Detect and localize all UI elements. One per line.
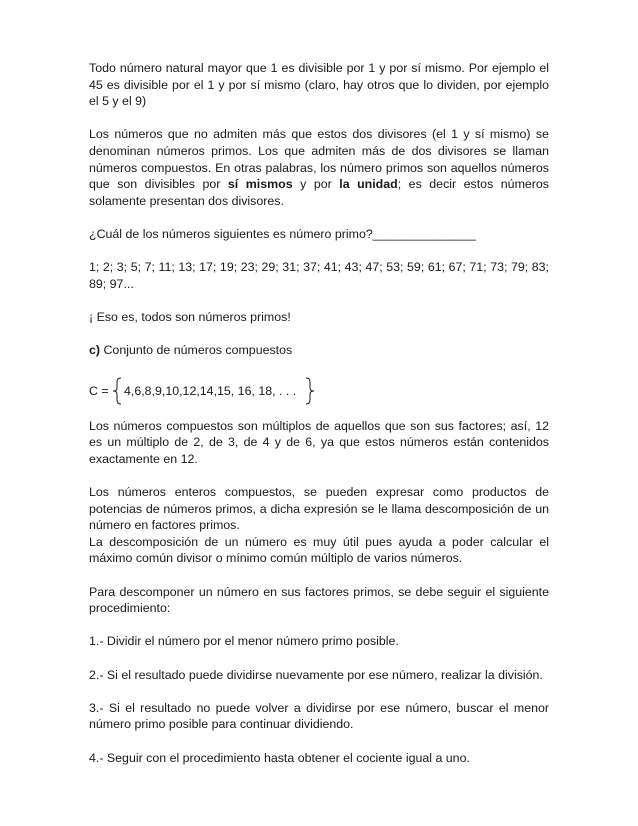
- exclamation-line: ¡ Eso es, todos son números primos!: [89, 309, 291, 324]
- definition-text-3: ; es decir estos números solamente presentan dos divisores.: [89, 177, 549, 208]
- section-label: c): [89, 343, 101, 358]
- step-1: 1.- Dividir el número por el menor número primo posible.: [89, 634, 399, 649]
- paragraph-decomposition-use: La descomposición de un número es muy útil pues ayuda a poder calcular el máximo común divisor o mínimo común múltiplo de varios números.: [89, 534, 549, 566]
- step-3: 3.- Si el resultado no puede volver a dividirse por ese número, buscar el menor número primo posible para continuar dividiendo.: [89, 700, 549, 732]
- definition-bold-2: la unidad: [339, 177, 398, 192]
- section-heading: [89, 342, 549, 359]
- primes-list: 1; 2; 3; 5; 7; 11; 13; 17; 19; 23; 29; 31; 37; 41; 43; 47; 53; 59; 61; 67; 71; 73; 79; 83; 89; 97...: [89, 260, 549, 291]
- section-title: Conjunto de números compuestos: [100, 343, 293, 358]
- paragraph-procedure-intro: Para descomponer un número en sus factores primos, se debe seguir el siguiente procedimiento:: [89, 584, 549, 616]
- set-label: C =: [89, 383, 109, 398]
- composite-set: [89, 383, 549, 400]
- paragraph-intro: Todo número natural mayor que 1 es divisible por 1 y por sí mismo. Por ejemplo el 45 es divisible por el 1 y por sí mismo (claro, hay otros que lo dividen, por ejemplo el 5 y el 9): [89, 61, 549, 109]
- definition-text-1: Los números que no admiten más que estos dos divisores (el 1 y sí mismo) se denominan números primos. Los que admiten más de dos divisores se llaman números compuestos. En otras palabras, los número primos son aquellos números que son divisibles por: [89, 127, 549, 192]
- document-page: [89, 60, 549, 783]
- paragraph-multiples: Los números compuestos son múltiplos de aquellos que son sus factores; así, 12 es un múltiplo de 2, de 3, de 4 y de 6, ya que estos números están contenidos exactamente en 12.: [89, 418, 549, 466]
- open-brace-icon: [111, 377, 123, 405]
- close-brace-icon: [304, 377, 316, 405]
- paragraph-primes-definition: [89, 126, 549, 209]
- step-4: 4.- Seguir con el procedimiento hasta obtener el cociente igual a uno.: [89, 750, 470, 765]
- definition-bold-1: sí mismos: [227, 177, 293, 192]
- definition-text-2: y por: [292, 177, 340, 192]
- paragraph-composites: Los números enteros compuestos, se pueden expresar como productos de potencias de números primos, a dicha expresión se le llama descomposición de un número en factores primos.: [89, 485, 549, 533]
- question-line: ¿Cuál de los números siguientes es número primo?_______________: [89, 226, 477, 241]
- step-2: 2.- Si el resultado puede dividirse nuevamente por ese número, realizar la división.: [89, 667, 543, 682]
- set-items: 4,6,8,9,10,12,14,15, 16, 18, . . .: [124, 383, 297, 398]
